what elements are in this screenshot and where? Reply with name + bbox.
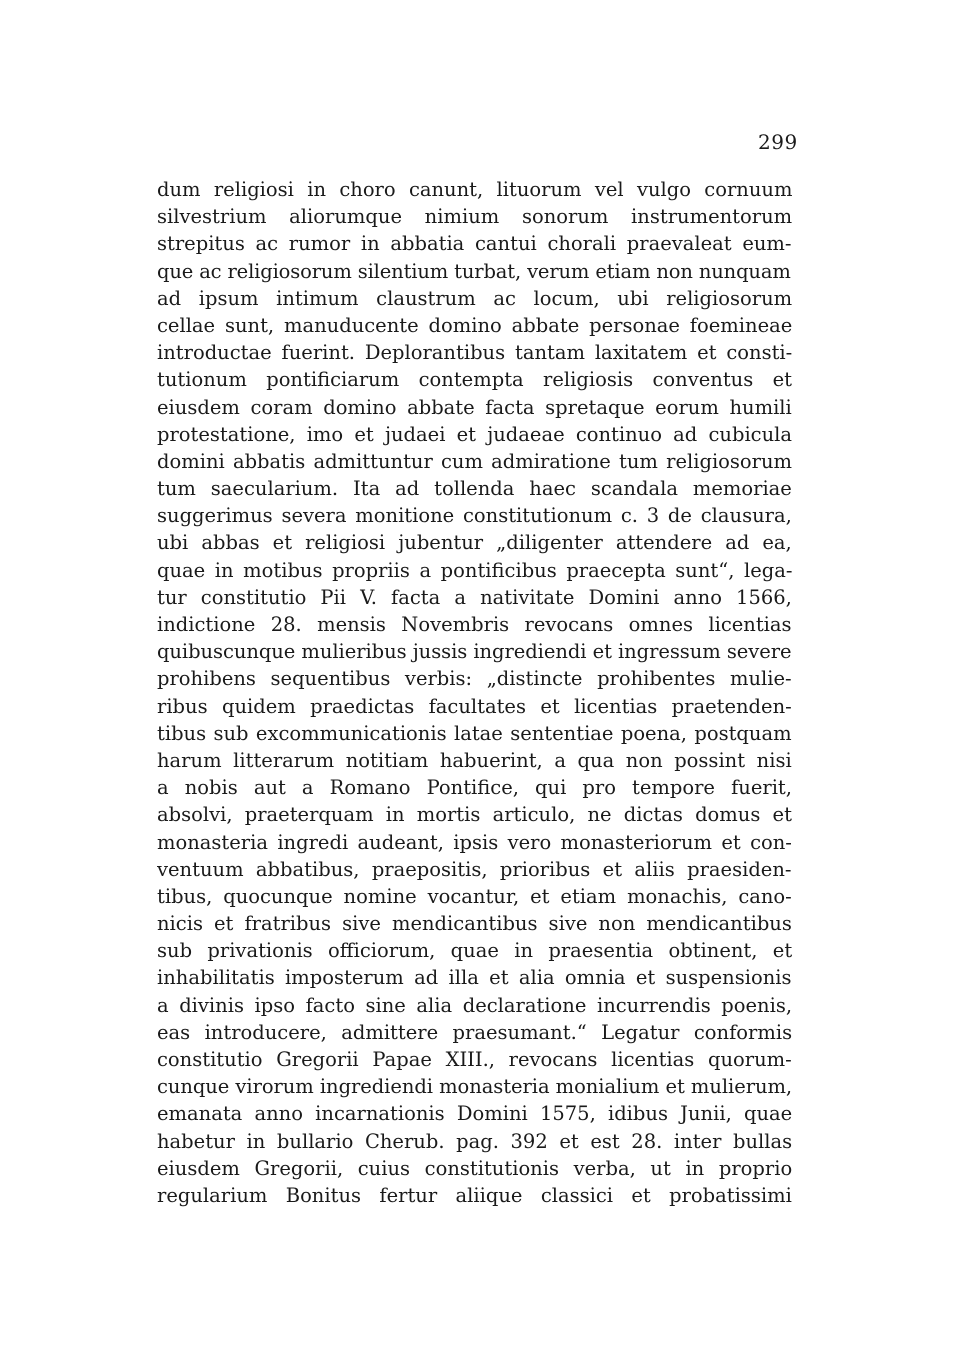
body-text xyxy=(157,176,792,1209)
text-line: sub privationis officiorum, quae in praesentia obtinent, et xyxy=(157,939,792,963)
text-line: ubi abbas et religiosi jubentur „diligenter attendere ad ea, xyxy=(157,531,792,555)
text-line: tutionum pontificiarum contempta religiosis conventus et xyxy=(157,368,792,392)
text-line: inhabilitatis imposterum ad illa et alia omnia et suspensionis xyxy=(157,966,792,990)
text-line: a divinis ipso facto sine alia declaratione incurrendis poenis, xyxy=(157,993,792,1017)
text-line: monasteria ingredi audeant, ipsis vero monasteriorum et con- xyxy=(157,830,792,854)
text-line: ventuum abbatibus, praepositis, prioribus et aliis praesiden- xyxy=(157,857,792,881)
text-line: eiusdem Gregorii, cuius constitutionis verba, ut in proprio xyxy=(157,1156,792,1180)
text-line: quae in motibus propriis a pontificibus praecepta sunt“, lega- xyxy=(157,558,792,582)
text-line: eas introducere, admittere praesumant.“ Legatur conformis xyxy=(157,1020,792,1044)
text-line: cunque virorum ingrediendi monasteria monialium et mulierum, xyxy=(157,1075,792,1099)
text-line: a nobis aut a Romano Pontifice, qui pro tempore fuerit, xyxy=(157,776,792,800)
text-line: constitutio Gregorii Papae XIII., revocans licentias quorum- xyxy=(157,1048,792,1071)
text-line: regularium Bonitus fertur aliique classici et probatissimi xyxy=(157,1183,792,1207)
text-line: silvestrium aliorumque nimium sonorum instrumentorum xyxy=(157,205,792,229)
text-line: harum litterarum notitiam habuerint, a qua non possint nisi xyxy=(157,748,792,772)
text-line: prohibens sequentibus verbis: „distincte prohibentes mulie- xyxy=(157,667,792,691)
text-line: suggerimus severa monitione constitutionum c. 3 de clausura, xyxy=(157,504,792,528)
text-line: absolvi, praeterquam in mortis articulo, ne dictas domus et xyxy=(157,803,792,827)
text-line: ribus quidem praedictas facultates et licentias praetenden- xyxy=(157,694,792,718)
text-line: tum saecularium. Ita ad tollenda haec scandala memoriae xyxy=(157,477,792,501)
text-line: tibus sub excommunicationis latae sententiae poena, postquam xyxy=(157,721,792,745)
text-line: cellae sunt, manuducente domino abbate personae foemineae xyxy=(157,313,792,337)
text-line: indictione 28. mensis Novembris revocans omnes licentias xyxy=(157,613,792,636)
text-line: tibus, quocunque nomine vocantur, et etiam monachis, cano- xyxy=(157,884,792,908)
text-line: domini abbatis admittuntur cum admiratione tum religiosorum xyxy=(157,449,792,473)
text-line: nicis et fratribus sive mendicantibus sive non mendicantibus xyxy=(157,912,792,936)
text-line: dum religiosi in choro canunt, lituorum vel vulgo cornuum xyxy=(157,178,792,201)
page-number: 299 xyxy=(758,130,798,154)
text-line: ad ipsum intimum claustrum ac locum, ubi religiosorum xyxy=(157,286,792,310)
text-line: protestatione, imo et judaei et judaeae continuo ad cubicula xyxy=(157,422,792,446)
text-line: tur constitutio Pii V. facta a nativitate Domini anno 1566, xyxy=(157,585,792,609)
text-line: emanata anno incarnationis Domini 1575, idibus Junii, quae xyxy=(157,1102,792,1126)
text-line: eiusdem coram domino abbate facta spretaque eorum humili xyxy=(157,395,792,419)
text-line: quibuscunque mulieribus jussis ingrediendi et ingressum severe xyxy=(157,640,792,664)
text-line: que ac religiosorum silentium turbat, verum etiam non nunquam xyxy=(157,259,791,283)
text-line: habetur in bullario Cherub. pag. 392 et est 28. inter bullas xyxy=(157,1129,792,1153)
text-line: introductae fuerint. Deplorantibus tantam laxitatem et consti- xyxy=(157,341,792,365)
text-line: strepitus ac rumor in abbatia cantui chorali praevaleat eum- xyxy=(157,232,792,256)
